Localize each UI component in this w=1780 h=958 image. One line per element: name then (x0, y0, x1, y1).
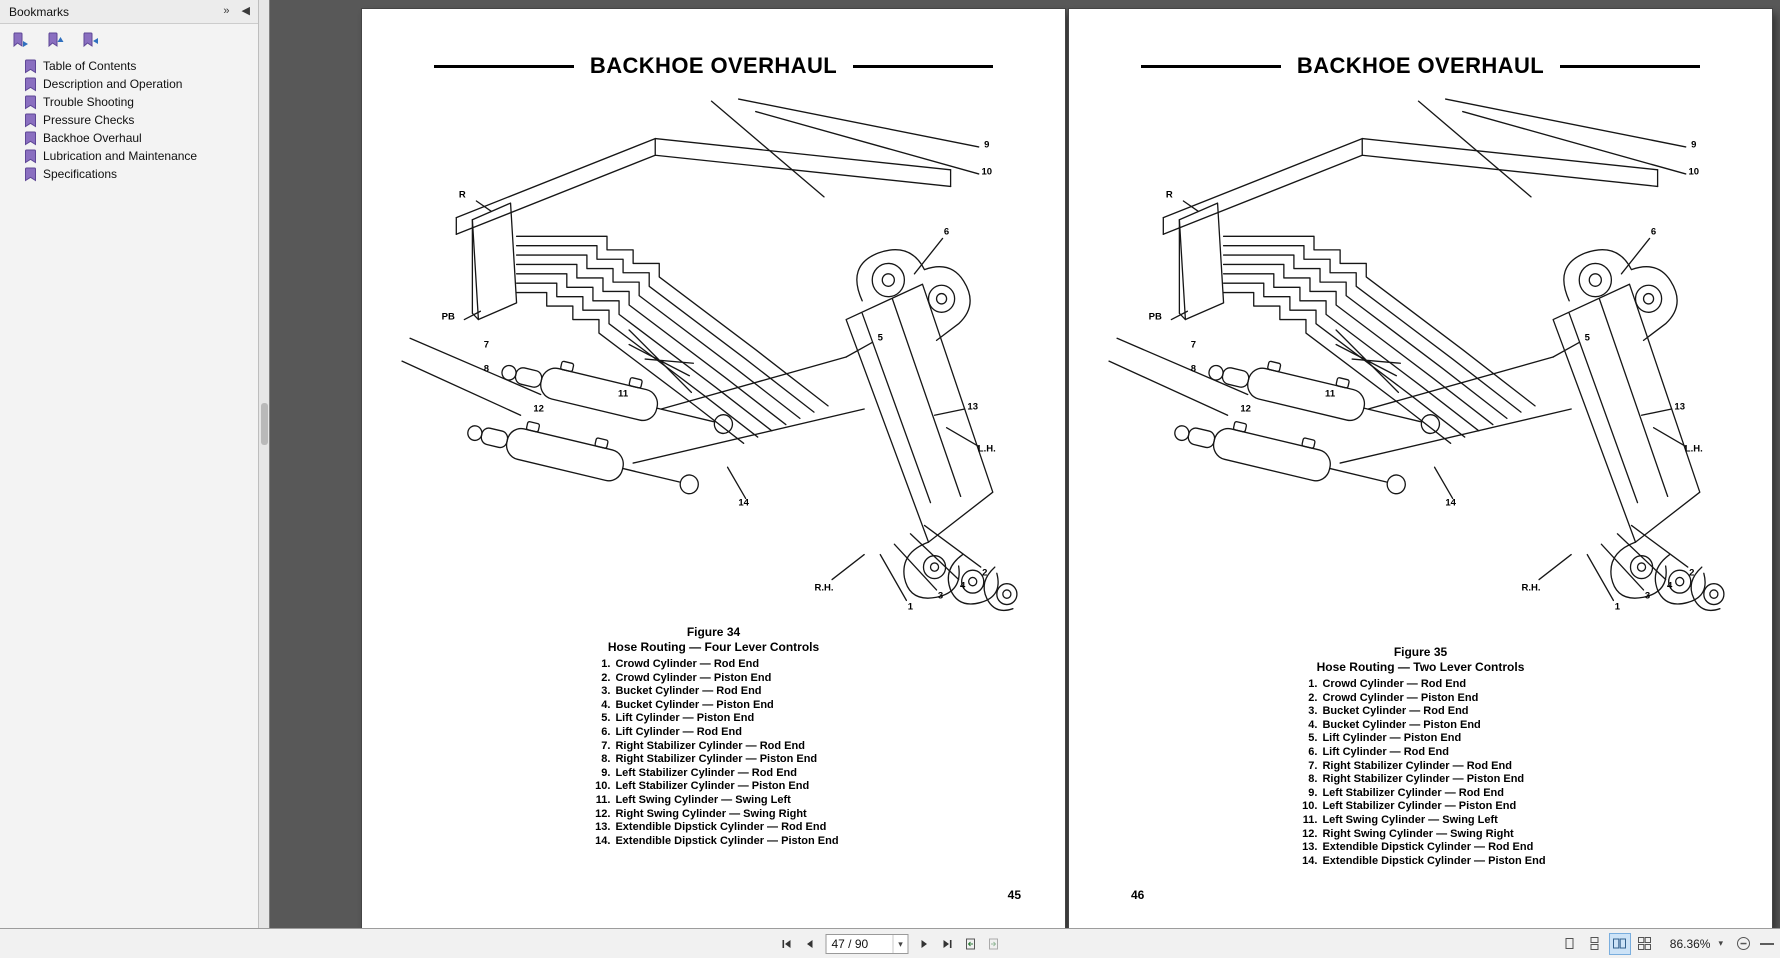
figure-item-text: Extendible Dipstick Cylinder — Piston End (1322, 854, 1546, 867)
drawing-callout: 14 (738, 497, 749, 509)
figure-item-number: 1. (601, 658, 611, 670)
figure-item-number: 2. (1308, 691, 1318, 704)
figure-list-item (588, 672, 838, 686)
figure-list-item (1295, 705, 1545, 719)
facing-view-button[interactable] (1610, 934, 1630, 954)
drawing-callout: 10 (981, 166, 993, 178)
bookmark-label: Pressure Checks (43, 113, 135, 127)
drawing-callout: 10 (1688, 166, 1700, 178)
page-navigation (777, 929, 1004, 958)
previous-view-button[interactable] (961, 934, 981, 954)
figure-item-text: Right Stabilizer Cylinder — Rod End (1322, 759, 1512, 772)
figure-block (1069, 645, 1772, 868)
bookmark-icon (24, 131, 37, 146)
drawing-callout: R (1165, 189, 1173, 201)
drawing-callout: 3 (1644, 590, 1651, 602)
bookmark-item[interactable] (0, 111, 258, 129)
bookmark-label: Backhoe Overhaul (43, 131, 142, 145)
drawing-callout: 12 (1240, 403, 1251, 415)
bookmarks-toolbar (0, 24, 258, 53)
figure-list-item (588, 699, 838, 713)
figure-item-number: 4. (601, 698, 611, 711)
figure-item-text: Bucket Cylinder — Piston End (615, 698, 774, 711)
figure-item-number: 13. (595, 821, 611, 834)
figure-item-number: 12. (1302, 827, 1318, 840)
previous-view-icon (964, 937, 978, 951)
figure-item-text: Lift Cylinder — Rod End (615, 725, 742, 738)
figure-item-text: Right Stabilizer Cylinder — Rod End (615, 739, 805, 752)
figure-item-text: Left Stabilizer Cylinder — Piston End (615, 780, 810, 793)
figure-list-item (588, 740, 838, 754)
figure-item-text: Left Stabilizer Cylinder — Piston End (1322, 800, 1517, 813)
page-heading (434, 53, 993, 79)
zoom-out-button[interactable] (1733, 934, 1753, 954)
figure-list-item (588, 794, 838, 808)
bookmark-item[interactable] (0, 147, 258, 165)
drawing-callout: 2 (982, 567, 988, 579)
last-page-icon (942, 938, 954, 950)
previous-page-icon (804, 938, 816, 950)
page-number: 45 (1007, 888, 1021, 902)
bookmark-item[interactable] (0, 93, 258, 111)
single-page-view-button[interactable] (1560, 934, 1580, 954)
figure-item-text: Bucket Cylinder — Rod End (1322, 705, 1469, 718)
drawing-callout: 14 (1445, 497, 1456, 509)
drawing-callout: 11 (1325, 388, 1336, 400)
figure-item-number: 8. (1308, 773, 1318, 786)
figure-block (362, 625, 1065, 848)
figure-list-item (1295, 855, 1545, 869)
last-page-button[interactable] (938, 934, 958, 954)
page-title: BACKHOE OVERHAUL (1296, 53, 1545, 78)
figure-item-number: 14. (595, 834, 611, 847)
figure-item-number: 1. (1308, 678, 1318, 690)
figure-list-item (588, 780, 838, 794)
figure-item-number: 10. (595, 780, 611, 793)
figure-list-item (588, 835, 838, 849)
figure-item-number: 9. (601, 766, 611, 779)
figure-item-text: Left Swing Cylinder — Swing Left (1322, 813, 1498, 826)
figure-item-number: 6. (601, 725, 611, 738)
bookmark-list (0, 53, 258, 183)
figure-item-number: 11. (1302, 813, 1318, 826)
figure-item-text: Left Stabilizer Cylinder — Rod End (615, 766, 797, 779)
bookmark-icon (24, 77, 37, 92)
figure-list-item (1295, 828, 1545, 842)
drawing-callout: 11 (618, 388, 629, 400)
drawing-callout: L.H. (977, 443, 996, 455)
figure-item-text: Right Swing Cylinder — Swing Right (615, 807, 807, 820)
bookmark-icon (24, 167, 37, 182)
expand-bookmark-button[interactable] (12, 32, 29, 48)
bookmark-icon (24, 59, 37, 74)
drawing-callout: 4 (960, 580, 966, 592)
figure-item-number: 4. (1308, 718, 1318, 731)
next-view-icon (987, 937, 1001, 951)
panel-undock-icon[interactable]: » (223, 5, 230, 17)
first-page-button[interactable] (777, 934, 797, 954)
figure-list-item (588, 685, 838, 699)
drawing-callout: 6 (1650, 226, 1657, 238)
figure-list-item (1295, 800, 1545, 814)
drawing-callout: R.H. (814, 582, 834, 594)
drawing-callout: PB (441, 311, 455, 323)
figure-list-item (588, 753, 838, 767)
figure-item-number: 9. (1308, 786, 1318, 799)
drawing-callout: 8 (483, 363, 490, 375)
drawing-callout: 6 (943, 226, 950, 238)
hose-routing-illustration (392, 97, 1035, 617)
figure-list-item (1295, 746, 1545, 760)
bookmarks-panel (0, 0, 258, 928)
zoom-out-icon (1736, 936, 1751, 951)
drawing-callout: PB (1148, 311, 1162, 323)
page-number-box (826, 934, 909, 954)
bookmark-item[interactable] (0, 165, 258, 183)
zoom-level[interactable]: 86.36% (1669, 936, 1711, 951)
document-viewer[interactable] (270, 0, 1780, 928)
figure-list-item (588, 712, 838, 726)
locate-bookmark-button[interactable] (82, 32, 99, 48)
figure-item-number: 3. (601, 685, 611, 698)
figure-item-number: 8. (601, 753, 611, 766)
technical-drawing (392, 97, 1035, 617)
view-controls (1560, 929, 1774, 958)
drawing-callout: 1 (1614, 601, 1621, 613)
figure-legend-list (1295, 678, 1545, 868)
figure-item-number: 14. (1302, 854, 1318, 867)
figure-item-number: 7. (601, 739, 611, 752)
figure-list-item (1295, 692, 1545, 706)
figure-item-number: 7. (1308, 759, 1318, 772)
figure-caption: Hose Routing — Four Lever Controls (607, 640, 820, 654)
heading-rule-left (434, 65, 574, 68)
panel-scrollbar-thumb[interactable] (261, 403, 268, 445)
figure-item-number: 6. (1308, 745, 1318, 758)
pdf-page-45 (362, 9, 1065, 928)
figure-item-text: Crowd Cylinder — Piston End (1322, 691, 1479, 704)
figure-item-number: 12. (595, 807, 611, 820)
bookmark-item[interactable] (0, 75, 258, 93)
single-page-icon (1562, 936, 1577, 951)
figure-item-text: Right Stabilizer Cylinder — Piston End (1322, 773, 1525, 786)
figure-list-item (1295, 678, 1545, 692)
figure-item-text: Lift Cylinder — Piston End (615, 712, 755, 725)
figure-list-item (1295, 787, 1545, 801)
page-title: BACKHOE OVERHAUL (589, 53, 838, 78)
figure-item-text: Crowd Cylinder — Rod End (1322, 678, 1467, 690)
pdf-page-46 (1069, 9, 1772, 928)
panel-header-icons (223, 6, 250, 17)
bookmark-label: Description and Operation (43, 77, 183, 91)
zoom-dropdown-icon[interactable]: ▾ (1718, 938, 1723, 948)
technical-drawing (1099, 97, 1742, 617)
figure-item-text: Bucket Cylinder — Rod End (615, 685, 762, 698)
figure-item-text: Extendible Dipstick Cylinder — Piston End (615, 834, 839, 847)
drawing-callout: 12 (533, 403, 544, 415)
drawing-callout: R (458, 189, 466, 201)
figure-item-number: 5. (1308, 732, 1318, 745)
figure-list-item (588, 726, 838, 740)
drawing-callout: L.H. (1684, 443, 1703, 455)
drawing-callout: 1 (907, 601, 914, 613)
drawing-callout: 8 (1190, 363, 1197, 375)
bookmarks-panel-header (0, 0, 258, 24)
figure-caption: Hose Routing — Two Lever Controls (1316, 660, 1525, 674)
continuous-view-button[interactable] (1585, 934, 1605, 954)
heading-rule-right (853, 65, 993, 68)
bookmark-label: Lubrication and Maintenance (43, 149, 198, 163)
hose-routing-illustration (1099, 97, 1742, 617)
bookmark-item[interactable] (0, 129, 258, 147)
page-number: 46 (1131, 888, 1145, 902)
figure-item-number: 5. (601, 712, 611, 725)
bookmark-label: Table of Contents (43, 59, 137, 73)
figure-item-number: 3. (1308, 705, 1318, 718)
drawing-callout: 13 (1674, 401, 1685, 413)
figure-list-item (1295, 773, 1545, 787)
facing-view-icon (1612, 936, 1627, 951)
drawing-callout: 9 (984, 139, 990, 151)
figure-item-text: Crowd Cylinder — Piston End (615, 671, 772, 684)
drawing-callout: R.H. (1521, 582, 1541, 594)
page-heading (1141, 53, 1700, 79)
figure-item-text: Crowd Cylinder — Rod End (615, 658, 760, 670)
drawing-callout: 13 (967, 401, 978, 413)
bookmarks-panel-title: Bookmarks (9, 4, 70, 19)
first-page-icon (781, 938, 793, 950)
expand-bookmark-icon (12, 32, 29, 48)
bottom-toolbar (0, 928, 1780, 958)
bookmark-icon (24, 95, 37, 110)
figure-list-item (588, 808, 838, 822)
next-page-button[interactable] (915, 934, 935, 954)
collapse-bookmark-button[interactable] (47, 32, 64, 48)
bookmark-label: Specifications (43, 167, 118, 181)
figure-list-item (588, 767, 838, 781)
zoom-slider[interactable] (1760, 943, 1774, 945)
facing-continuous-view-icon (1637, 936, 1652, 951)
drawing-callout: 5 (1584, 332, 1590, 344)
figure-list-item (1295, 760, 1545, 774)
figure-list-item (1295, 732, 1545, 746)
drawing-callout: 3 (937, 590, 944, 602)
drawing-callout: 7 (1190, 339, 1197, 351)
heading-rule-right (1560, 65, 1700, 68)
previous-page-button[interactable] (800, 934, 820, 954)
figure-item-text: Left Swing Cylinder — Swing Left (615, 793, 791, 806)
drawing-callout: 2 (1689, 567, 1695, 579)
figure-label: Figure 34 (686, 625, 741, 639)
next-page-icon (919, 938, 931, 950)
continuous-view-icon (1587, 936, 1602, 951)
figure-item-text: Lift Cylinder — Piston End (1322, 732, 1462, 745)
figure-item-text: Left Stabilizer Cylinder — Rod End (1322, 786, 1504, 799)
figure-item-text: Right Swing Cylinder — Swing Right (1322, 827, 1514, 840)
collapse-bookmark-icon (47, 32, 64, 48)
figure-list-item (1295, 841, 1545, 855)
bookmark-item[interactable] (0, 57, 258, 75)
page-number-input[interactable] (827, 935, 893, 953)
heading-rule-left (1141, 65, 1281, 68)
drawing-callout: 9 (1691, 139, 1697, 151)
next-view-button[interactable] (984, 934, 1004, 954)
page-dropdown-icon[interactable]: ▾ (893, 935, 908, 953)
facing-continuous-view-button[interactable] (1635, 934, 1655, 954)
locate-bookmark-icon (82, 32, 99, 48)
figure-item-text: Extendible Dipstick Cylinder — Rod End (1322, 841, 1534, 854)
figure-list-item (588, 658, 838, 672)
figure-item-text: Bucket Cylinder — Piston End (1322, 718, 1481, 731)
drawing-callout: 7 (483, 339, 490, 351)
panel-collapse-icon[interactable]: ◀ (241, 5, 250, 17)
figure-item-number: 2. (601, 671, 611, 684)
figure-list-item (1295, 719, 1545, 733)
bookmark-icon (24, 149, 37, 164)
figure-item-number: 13. (1302, 841, 1318, 854)
figure-item-text: Extendible Dipstick Cylinder — Rod End (615, 821, 827, 834)
bookmark-icon (24, 113, 37, 128)
drawing-callout: 4 (1667, 580, 1673, 592)
panel-splitter[interactable] (258, 0, 270, 928)
figure-legend-list (588, 658, 838, 848)
bookmark-label: Trouble Shooting (43, 95, 134, 109)
figure-list-item (1295, 814, 1545, 828)
figure-label: Figure 35 (1393, 645, 1448, 659)
figure-item-text: Lift Cylinder — Rod End (1322, 745, 1449, 758)
figure-list-item (588, 821, 838, 835)
figure-item-number: 10. (1302, 800, 1318, 813)
figure-item-text: Right Stabilizer Cylinder — Piston End (615, 753, 818, 766)
drawing-callout: 5 (877, 332, 883, 344)
figure-item-number: 11. (595, 793, 611, 806)
